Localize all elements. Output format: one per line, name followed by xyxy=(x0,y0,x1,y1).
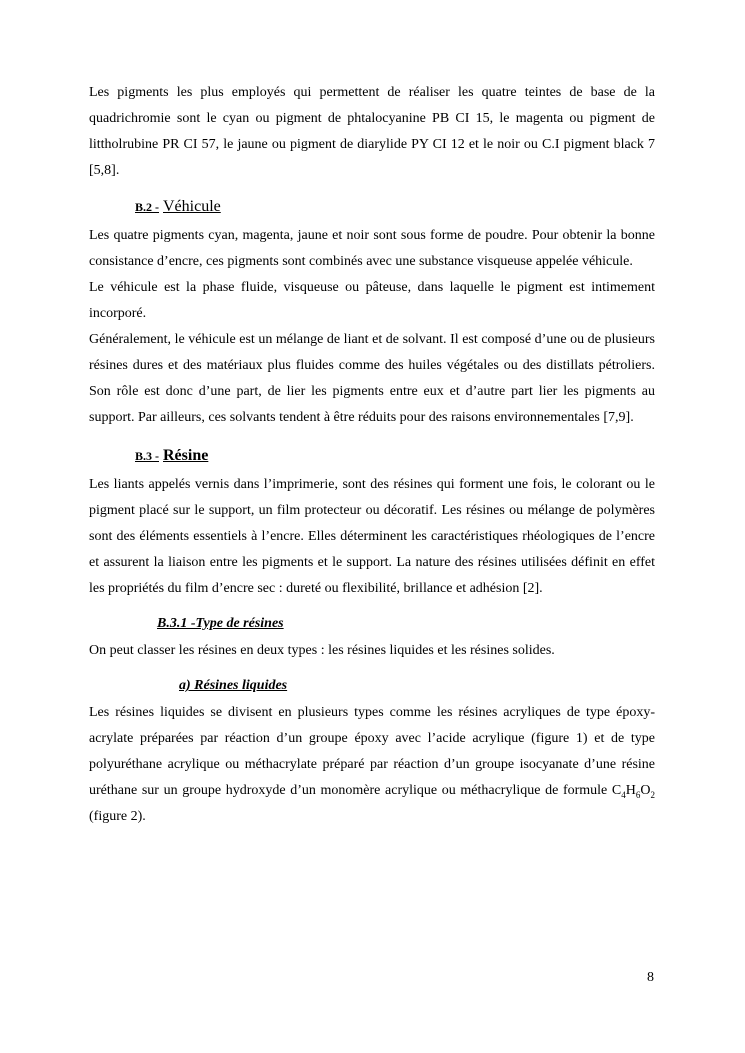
section-heading-vehicule xyxy=(135,195,655,219)
subsubsection-heading-resines-liquides: a) Résines liquides xyxy=(179,678,288,693)
section-title: Véhicule xyxy=(163,198,221,215)
resine-paragraph: Les liants appelés vernis dans l’imprimerie, sont des résines qui forment une fois, le colorant ou le pigment placé sur le support, un film protecteur ou décoratif. Les résines ou mélange de polymères sont des éléments essentiels à l’encre. Elles déterminent les caractéristiques rhéologiques de l’encre et assurent la liaison entre les pigments et le support. La nature des résines utilisées définit en effet les propriétés du film d’encre sec : dureté ou flexibilité, brillance et adhésion [2]. xyxy=(89,477,655,596)
chemical-formula: $C_4H_6O_2$ xyxy=(611,783,655,800)
paragraph-text: Les résines liquides se divisent en plusieurs types comme les résines acryliques de type époxy-acrylate préparées par réaction d’un groupe époxy avec l’acide acrylique (figure 1) et de type polyuréthane acrylique ou méthacrylate préparé par réaction d’un groupe isocyanate d’une résine uréthane sur un groupe hydroxyde d’un monomère acrylique ou méthacrylique de formule xyxy=(89,705,655,798)
subsection-heading-type-resines: B.3.1 -Type de résines xyxy=(157,616,284,631)
page-number: 8 xyxy=(647,970,654,985)
document-page xyxy=(89,80,655,830)
section-number: B.3 - xyxy=(135,449,159,463)
type-resines-paragraph: On peut classer les résines en deux types : les résines liquides et les résines solides. xyxy=(89,643,555,658)
resines-liquides-paragraph xyxy=(89,700,655,830)
vehicule-paragraph-2: Le véhicule est la phase fluide, visqueuse ou pâteuse, dans laquelle le pigment est intimement incorporé. xyxy=(89,280,655,321)
vehicule-paragraph-1: Les quatre pigments cyan, magenta, jaune et noir sont sous forme de poudre. Pour obtenir la bonne consistance d’encre, ces pigments sont combinés avec une substance visqueuse appelée véhicule. xyxy=(89,228,655,269)
section-heading-resine xyxy=(135,444,655,468)
section-number: B.2 - xyxy=(135,200,159,214)
paragraph-text-end: (figure 2). xyxy=(89,809,146,824)
intro-paragraph: Les pigments les plus employés qui permettent de réaliser les quatre teintes de base de la quadrichromie sont le cyan ou pigment de phtalocyanine PB CI 15, le magenta ou pigment de littholrubine PR CI 57, le jaune ou pigment de diarylide PY CI 12 et le noir ou C.I pigment black 7 [5,8]. xyxy=(89,85,655,178)
section-title: Résine xyxy=(163,447,209,464)
vehicule-paragraph-3: Généralement, le véhicule est un mélange de liant et de solvant. Il est composé d’une ou de plusieurs résines dures et des matériaux plus fluides comme des huiles végétales ou des distillats pétroliers. Son rôle est donc d’une part, de lier les pigments entre eux et d’autre part lier les pigments au support. Par ailleurs, ces solvants tendent à être réduits pour des raisons environnementales [7,9]. xyxy=(89,332,655,425)
